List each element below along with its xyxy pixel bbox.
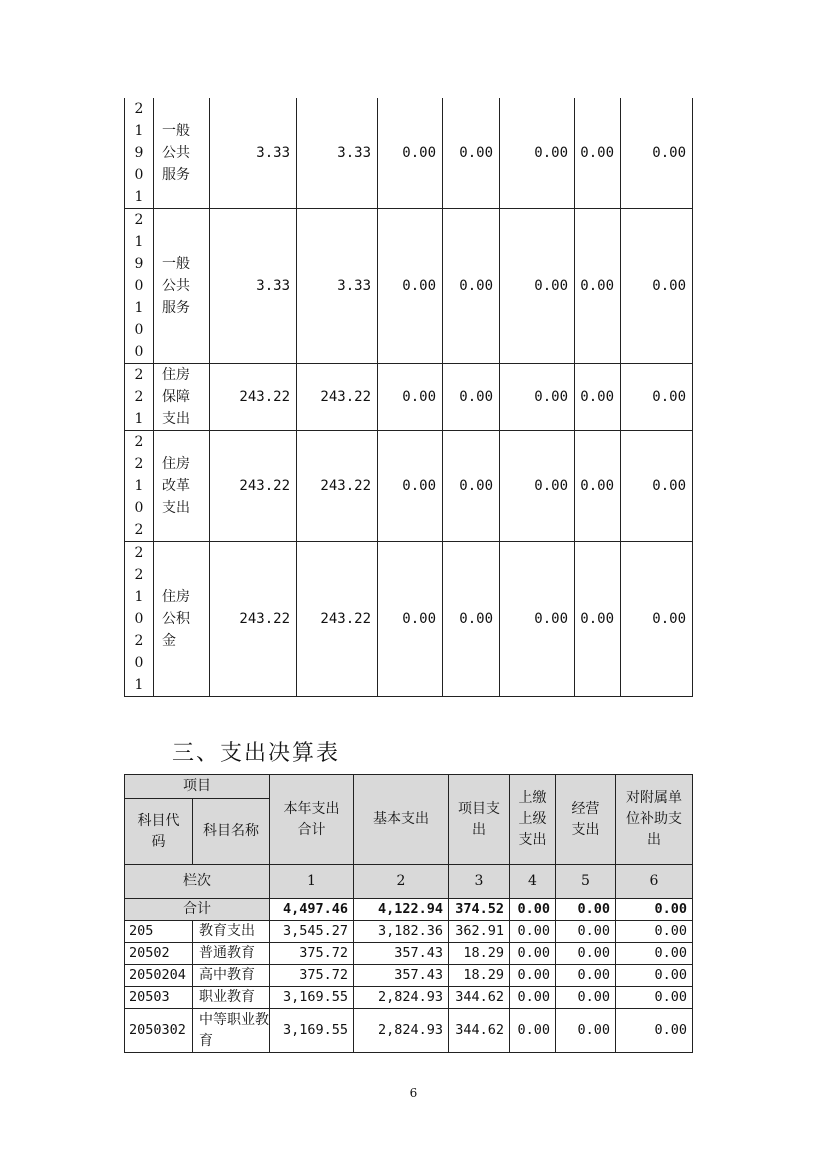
subject-name: 高中教育 [193,965,270,987]
amount-cell: 0.00 [616,965,693,987]
header-col1: 本年支出合计 [270,775,354,865]
amount-cell: 0.00 [616,921,693,943]
amount-cell: 0.00 [500,431,575,542]
subject-code: 2050302 [125,1009,193,1053]
amount-cell: 243.22 [210,542,297,697]
amount-cell: 0.00 [616,943,693,965]
total-value: 0.00 [556,899,616,921]
total-label: 合计 [125,899,270,921]
amount-cell: 344.62 [449,987,510,1009]
colnum-5: 5 [556,865,616,899]
subject-name: 职业教育 [193,987,270,1009]
amount-cell: 2,824.93 [354,1009,449,1053]
header-col4: 上缴上级支出 [510,775,556,865]
amount-cell: 0.00 [556,943,616,965]
subject-name: 住房保障支出 [154,364,210,431]
header-col3: 项目支出 [449,775,510,865]
amount-cell: 243.22 [297,364,378,431]
subject-code: 221 [125,364,154,431]
total-value: 0.00 [616,899,693,921]
amount-cell: 243.22 [210,364,297,431]
header-code: 科目代码 [125,799,193,865]
table-row [125,965,693,987]
subject-code: 2210201 [125,542,154,697]
amount-cell: 0.00 [443,98,500,209]
amount-cell: 0.00 [575,209,621,364]
subject-name: 住房改革支出 [154,431,210,542]
subject-code: 2050204 [125,965,193,987]
table-row [125,98,693,209]
amount-cell: 0.00 [500,98,575,209]
table-row [125,364,693,431]
amount-cell: 375.72 [270,965,354,987]
amount-cell: 0.00 [616,987,693,1009]
subject-code: 20502 [125,943,193,965]
amount-cell: 2,824.93 [354,987,449,1009]
subject-code: 22102 [125,431,154,542]
colnum-label: 栏次 [125,865,270,899]
subject-code: 21901 [125,98,154,209]
subject-name: 一般公共服务 [154,209,210,364]
subject-name: 住房公积金 [154,542,210,697]
table-row [125,1009,693,1053]
amount-cell: 375.72 [270,943,354,965]
table-row [125,921,693,943]
amount-cell: 362.91 [449,921,510,943]
amount-cell: 18.29 [449,943,510,965]
table-row [125,943,693,965]
continuation-table [124,98,693,697]
total-value: 374.52 [449,899,510,921]
amount-cell: 0.00 [443,364,500,431]
amount-cell: 0.00 [510,943,556,965]
amount-cell: 243.22 [210,431,297,542]
amount-cell: 0.00 [621,98,693,209]
amount-cell: 0.00 [556,921,616,943]
colnum-1: 1 [270,865,354,899]
amount-cell: 0.00 [378,542,443,697]
amount-cell: 0.00 [621,542,693,697]
amount-cell: 0.00 [556,987,616,1009]
amount-cell: 0.00 [575,431,621,542]
subject-code: 2190100 [125,209,154,364]
colnum-6: 6 [616,865,693,899]
subject-name: 教育支出 [193,921,270,943]
amount-cell: 0.00 [575,98,621,209]
amount-cell: 3,545.27 [270,921,354,943]
amount-cell: 0.00 [556,1009,616,1053]
colnum-3: 3 [449,865,510,899]
amount-cell: 3.33 [210,209,297,364]
header-project: 项目 [125,775,270,799]
table-row [125,542,693,697]
amount-cell: 0.00 [621,209,693,364]
amount-cell: 0.00 [510,965,556,987]
amount-cell: 3,182.36 [354,921,449,943]
amount-cell: 0.00 [510,987,556,1009]
amount-cell: 344.62 [449,1009,510,1053]
subject-name: 中等职业教育 [193,1009,270,1053]
amount-cell: 0.00 [378,431,443,542]
table-row [125,431,693,542]
amount-cell: 0.00 [575,542,621,697]
amount-cell: 0.00 [621,364,693,431]
amount-cell: 3.33 [297,98,378,209]
subject-code: 20503 [125,987,193,1009]
amount-cell: 0.00 [378,209,443,364]
amount-cell: 0.00 [575,364,621,431]
subject-name: 一般公共服务 [154,98,210,209]
amount-cell: 0.00 [378,364,443,431]
page-number: 6 [409,1086,418,1100]
table-row [125,209,693,364]
amount-cell: 3,169.55 [270,987,354,1009]
total-value: 0.00 [510,899,556,921]
amount-cell: 0.00 [443,209,500,364]
header-col6: 对附属单位补助支出 [616,775,693,865]
amount-cell: 0.00 [443,431,500,542]
expense-table [124,774,693,1053]
amount-cell: 0.00 [510,1009,556,1053]
amount-cell: 18.29 [449,965,510,987]
amount-cell: 243.22 [297,431,378,542]
amount-cell: 0.00 [556,965,616,987]
header-col5: 经营支出 [556,775,616,865]
amount-cell: 3,169.55 [270,1009,354,1053]
amount-cell: 3.33 [297,209,378,364]
colnum-2: 2 [354,865,449,899]
section-title: 三、支出决算表 [172,741,341,766]
amount-cell: 0.00 [621,431,693,542]
amount-cell: 0.00 [500,542,575,697]
total-value: 4,497.46 [270,899,354,921]
amount-cell: 0.00 [616,1009,693,1053]
amount-cell: 3.33 [210,98,297,209]
table-row [125,987,693,1009]
subject-name: 普通教育 [193,943,270,965]
amount-cell: 357.43 [354,943,449,965]
amount-cell: 243.22 [297,542,378,697]
amount-cell: 0.00 [510,921,556,943]
amount-cell: 357.43 [354,965,449,987]
colnum-4: 4 [510,865,556,899]
header-col2: 基本支出 [354,775,449,865]
amount-cell: 0.00 [378,98,443,209]
amount-cell: 0.00 [500,364,575,431]
total-value: 4,122.94 [354,899,449,921]
amount-cell: 0.00 [500,209,575,364]
subject-code: 205 [125,921,193,943]
header-name: 科目名称 [193,799,270,865]
amount-cell: 0.00 [443,542,500,697]
